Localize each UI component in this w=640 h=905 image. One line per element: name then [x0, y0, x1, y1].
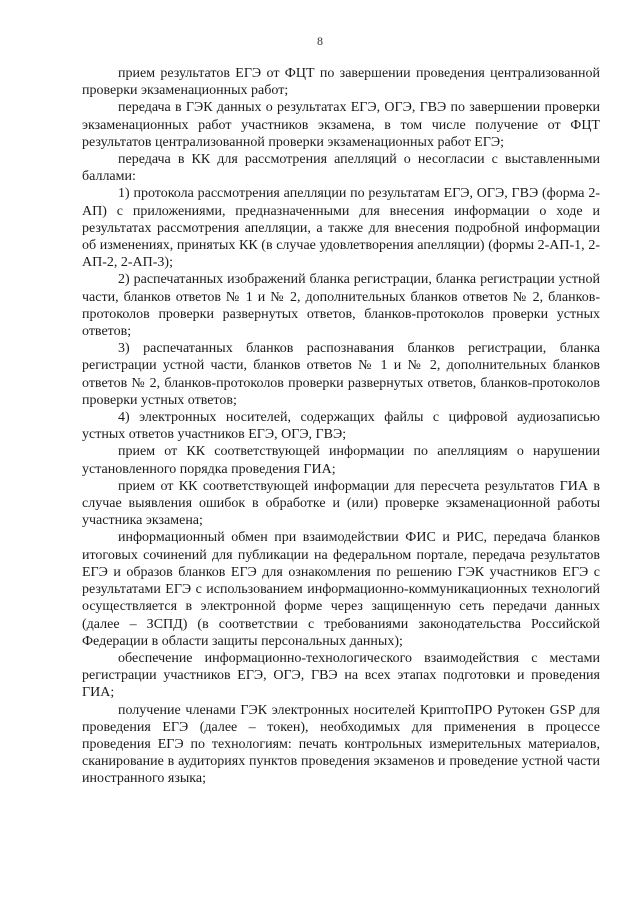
page-number: 8: [317, 34, 323, 48]
paragraph: прием от КК соответствующей информации по апелляциям о нарушении установленного порядка проведения ГИА;: [82, 444, 600, 477]
paragraph: передача в КК для рассмотрения апелляций о несогласии с выставленными баллами:: [82, 152, 600, 185]
list-item: 3) распечатанных бланков распознавания бланков регистрации, бланка регистрации устной части, бланков ответов № 1 и № 2, дополнительных бланков ответов № 2, бланков-протоколов проверки развернутых ответов, бланков-протоколов проверки устных ответов;: [82, 341, 600, 408]
paragraph: получение членами ГЭК электронных носителей КриптоПРО Рутокен GSP для проведения ЕГЭ (далее – токен), необходимых для применения в процессе проведения ЕГЭ по технологиям: печать контрольных измерительных материалов, сканирование в аудиториях пунктов проведения экзаменов и проведение устной части иностранного языка;: [82, 702, 600, 787]
paragraph: прием результатов ЕГЭ от ФЦТ по завершении проведения централизованной проверки экзаменационных работ;: [82, 66, 600, 99]
paragraph: обеспечение информационно-технологического взаимодействия с местами регистрации участников ЕГЭ, ОГЭ, ГВЭ на всех этапах подготовки и проведения ГИА;: [82, 650, 600, 701]
document-body: [82, 65, 600, 788]
paragraph: информационный обмен при взаимодействии ФИС и РИС, передача бланков итоговых сочинений для публикации на федеральном портале, передача результатов ЕГЭ и образов бланков ЕГЭ для ознакомления по решению ГЭК участников ЕГЭ с результатами ЕГЭ с использованием информационно-коммуникационных технологий осуществляется в электронной форме через защищенную сеть передачи данных (далее – ЗСПД) (в соответствии с требованиями законодательства Российской Федерации в области защиты персональных данных);: [82, 530, 600, 649]
list-item: 2) распечатанных изображений бланка регистрации, бланка регистрации устной части, бланков ответов № 1 и № 2, дополнительных бланков ответов № 2, бланков-протоколов проверки развернутых ответов, бланков-протоколов проверки устных ответов;: [82, 272, 600, 340]
list-item: 1) протокола рассмотрения апелляции по результатам ЕГЭ, ОГЭ, ГВЭ (форма 2-АП) с приложениями, предназначенными для внесения информации о ходе и результатах рассмотрения апелляции, а также для внесения подробной информации об изменениях, принятых КК (в случае удовлетворения апелляции) (формы 2-АП-1, 2-АП-2, 2-АП-3);: [82, 186, 600, 271]
paragraph: передача в ГЭК данных о результатах ЕГЭ, ОГЭ, ГВЭ по завершении проверки экзаменационных работ участников экзамена, в том числе получение от ФЦТ результатов централизованной проверки экзаменационных работ ЕГЭ;: [82, 100, 600, 150]
paragraph: прием от КК соответствующей информации для пересчета результатов ГИА в случае выявления ошибок в обработке и (или) проверке экзаменационной работы участника экзамена;: [82, 478, 600, 529]
list-item: 4) электронных носителей, содержащих файлы с цифровой аудиозаписью устных ответов участников ЕГЭ, ОГЭ, ГВЭ;: [82, 410, 600, 443]
